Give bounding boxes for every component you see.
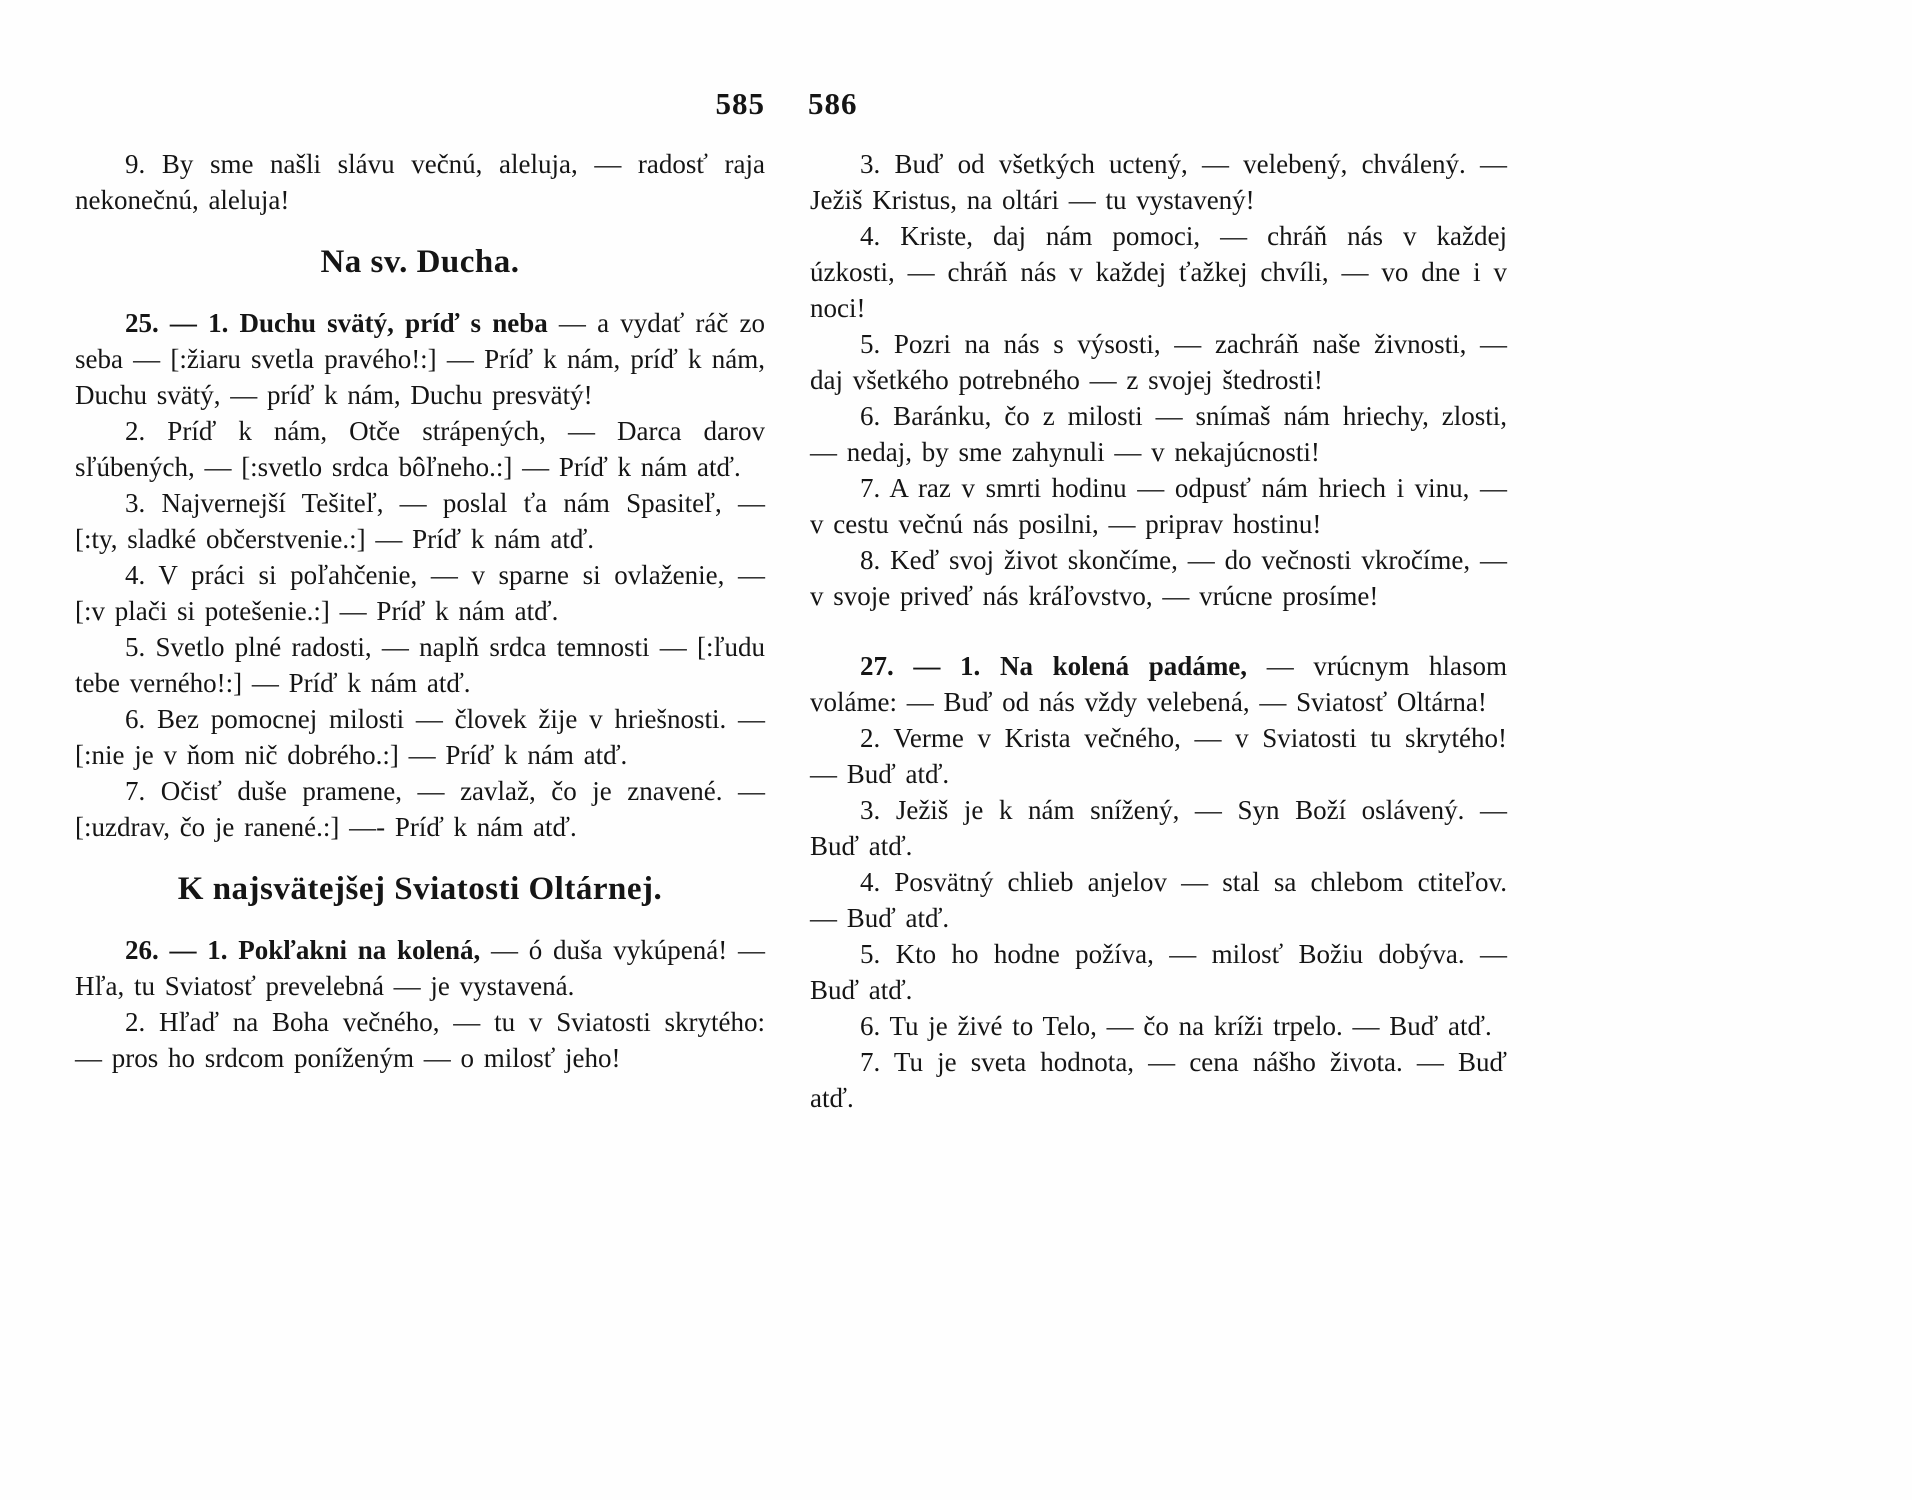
- verse-lead: 27. — 1. Na kolená padáme,: [860, 651, 1248, 681]
- verse-paragraph: 3. Najvernejší Tešiteľ, — poslal ťa nám Spasiteľ, — [:ty, sladké občerstvenie.:] — Príď k nám atď.: [75, 488, 765, 554]
- right-column: [810, 146, 1507, 1116]
- verse-paragraph: 4. Kriste, daj nám pomoci, — chráň nás v každej úzkosti, — chráň nás v každej ťažkej chvíli, — vo dne i v noci!: [810, 221, 1507, 323]
- verse-paragraph: 3. Buď od všetkých uctený, — velebený, chválený. — Ježiš Kristus, na oltári — tu vystavený!: [810, 149, 1507, 215]
- page-number-right: 586: [808, 86, 858, 121]
- verse-paragraph: 6. Baránku, čo z milosti — snímaš nám hriechy, zlosti, — nedaj, by sme zahynuli — v nekajúcnosti!: [810, 401, 1507, 467]
- verse-paragraph: 4. V práci si poľahčenie, — v sparne si ovlaženie, — [:v plači si potešenie.:] — Príď k nám atď.: [75, 560, 765, 626]
- verse-paragraph: 8. Keď svoj život skončíme, — do večnosti vkročíme, — v svoje priveď nás kráľovstvo, — vrúcne prosíme!: [810, 545, 1507, 611]
- verse-paragraph: 7. A raz v smrti hodinu — odpusť nám hriech i vinu, — v cestu večnú nás posilni, — priprav hostinu!: [810, 473, 1507, 539]
- verse-paragraph: 4. Posvätný chlieb anjelov — stal sa chlebom ctiteľov. — Buď atď.: [810, 867, 1507, 933]
- page-number-left: 585: [715, 86, 765, 121]
- verse-paragraph: 5. Kto ho hodne požíva, — milosť Božiu dobýva. — Buď atď.: [810, 939, 1507, 1005]
- verse-paragraph: 7. Očisť duše pramene, — zavlaž, čo je znavené. — [:uzdrav, čo je ranené.:] —- Príď k nám atď.: [75, 776, 765, 842]
- section-heading: Na sv. Ducha.: [320, 244, 520, 280]
- verse-paragraph: 6. Bez pomocnej milosti — človek žije v hriešnosti. — [:nie je v ňom nič dobrého.:] — Príď k nám atď.: [75, 704, 765, 770]
- verse-paragraph: 2. Príď k nám, Otče strápených, — Darca darov sľúbených, — [:svetlo srdca bôľneho.:] — Príď k nám atď.: [75, 416, 765, 482]
- left-column: [75, 146, 765, 1076]
- verse-paragraph: 3. Ježiš je k nám snížený, — Syn Boží oslávený. — Buď atď.: [810, 795, 1507, 861]
- verse-paragraph: 26. — 1. Pokľakni na kolená, — ó duša vykúpená! — Hľa, tu Sviatosť prevelebná — je vystavená.: [75, 935, 765, 1001]
- verse-paragraph: 7. Tu je sveta hodnota, — cena nášho života. — Buď atď.: [810, 1047, 1507, 1113]
- verse-paragraph: 2. Verme v Krista večného, — v Sviatosti tu skrytého! — Buď atď.: [810, 723, 1507, 789]
- verse-paragraph: 9. By sme našli slávu večnú, aleluja, — radosť raja nekonečnú, aleluja!: [75, 149, 765, 215]
- verse-paragraph: 27. — 1. Na kolená padáme, — vrúcnym hlasom voláme: — Buď od nás vždy velebená, — Sviatosť Oltárna!: [810, 651, 1507, 717]
- section-heading: K najsvätejšej Sviatosti Oltárnej.: [177, 871, 663, 907]
- verse-paragraph: 5. Pozri na nás s výsosti, — zachráň naše živnosti, — daj všetkého potrebného — z svojej štedrosti!: [810, 329, 1507, 395]
- verse-paragraph: 25. — 1. Duchu svätý, príď s neba — a vydať ráč zo seba — [:žiaru svetla pravého!:] — Príď k nám, príď k nám, Duchu svätý, — príď k nám, Duchu presvätý!: [75, 308, 766, 410]
- verse-lead: 25. — 1. Duchu svätý, príď s neba: [125, 308, 548, 338]
- verse-paragraph: 5. Svetlo plné radosti, — naplň srdca temnosti — [:ľudu tebe verného!:] — Príď k nám atď.: [75, 632, 765, 698]
- verse-lead: 26. — 1. Pokľakni na kolená,: [125, 935, 481, 965]
- verse-paragraph: 6. Tu je živé to Telo, — čo na kríži trpelo. — Buď atď.: [860, 1011, 1492, 1041]
- verse-paragraph: 2. Hľaď na Boha večného, — tu v Sviatosti skrytého: — pros ho srdcom poníženým — o milosť jeho!: [75, 1007, 765, 1073]
